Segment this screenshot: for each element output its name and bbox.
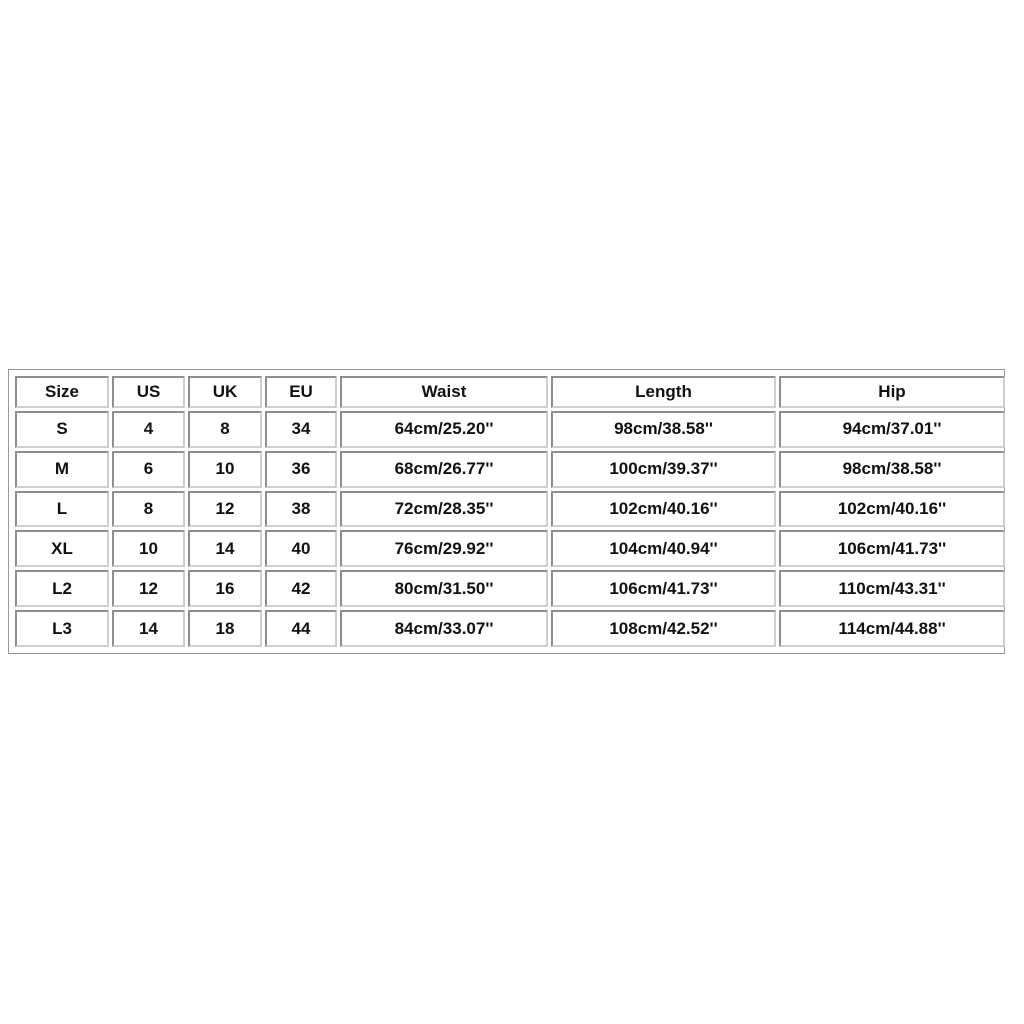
cell-waist: 84cm/33.07'' [340, 610, 548, 647]
cell-length: 106cm/41.73'' [551, 570, 776, 607]
cell-waist: 72cm/28.35'' [340, 491, 548, 528]
cell-waist: 64cm/25.20'' [340, 411, 548, 448]
cell-uk: 10 [188, 451, 262, 488]
size-chart [8, 369, 1005, 654]
cell-size: L3 [15, 610, 109, 647]
cell-uk: 18 [188, 610, 262, 647]
cell-eu: 44 [265, 610, 337, 647]
cell-size: S [15, 411, 109, 448]
cell-length: 108cm/42.52'' [551, 610, 776, 647]
cell-hip: 114cm/44.88'' [779, 610, 1005, 647]
header-waist: Waist [340, 376, 548, 408]
cell-uk: 8 [188, 411, 262, 448]
cell-eu: 40 [265, 530, 337, 567]
cell-us: 8 [112, 491, 185, 528]
cell-uk: 14 [188, 530, 262, 567]
cell-waist: 68cm/26.77'' [340, 451, 548, 488]
table-row [15, 491, 1005, 528]
cell-waist: 76cm/29.92'' [340, 530, 548, 567]
cell-us: 14 [112, 610, 185, 647]
table-row [15, 451, 1005, 488]
cell-hip: 102cm/40.16'' [779, 491, 1005, 528]
cell-length: 102cm/40.16'' [551, 491, 776, 528]
cell-size: XL [15, 530, 109, 567]
cell-us: 10 [112, 530, 185, 567]
table-header-row [15, 376, 1005, 408]
cell-size: L [15, 491, 109, 528]
cell-uk: 12 [188, 491, 262, 528]
cell-length: 100cm/39.37'' [551, 451, 776, 488]
cell-eu: 38 [265, 491, 337, 528]
cell-eu: 34 [265, 411, 337, 448]
cell-length: 104cm/40.94'' [551, 530, 776, 567]
cell-length: 98cm/38.58'' [551, 411, 776, 448]
table-row [15, 530, 1005, 567]
header-length: Length [551, 376, 776, 408]
table-row [15, 411, 1005, 448]
cell-eu: 42 [265, 570, 337, 607]
table-row [15, 570, 1005, 607]
header-us: US [112, 376, 185, 408]
header-hip: Hip [779, 376, 1005, 408]
header-size: Size [15, 376, 109, 408]
cell-hip: 110cm/43.31'' [779, 570, 1005, 607]
cell-us: 12 [112, 570, 185, 607]
cell-hip: 98cm/38.58'' [779, 451, 1005, 488]
cell-waist: 80cm/31.50'' [340, 570, 548, 607]
cell-hip: 94cm/37.01'' [779, 411, 1005, 448]
cell-eu: 36 [265, 451, 337, 488]
cell-hip: 106cm/41.73'' [779, 530, 1005, 567]
cell-size: M [15, 451, 109, 488]
cell-us: 6 [112, 451, 185, 488]
header-eu: EU [265, 376, 337, 408]
cell-us: 4 [112, 411, 185, 448]
table-row [15, 610, 1005, 647]
header-uk: UK [188, 376, 262, 408]
cell-size: L2 [15, 570, 109, 607]
cell-uk: 16 [188, 570, 262, 607]
size-chart-table [12, 373, 1008, 650]
